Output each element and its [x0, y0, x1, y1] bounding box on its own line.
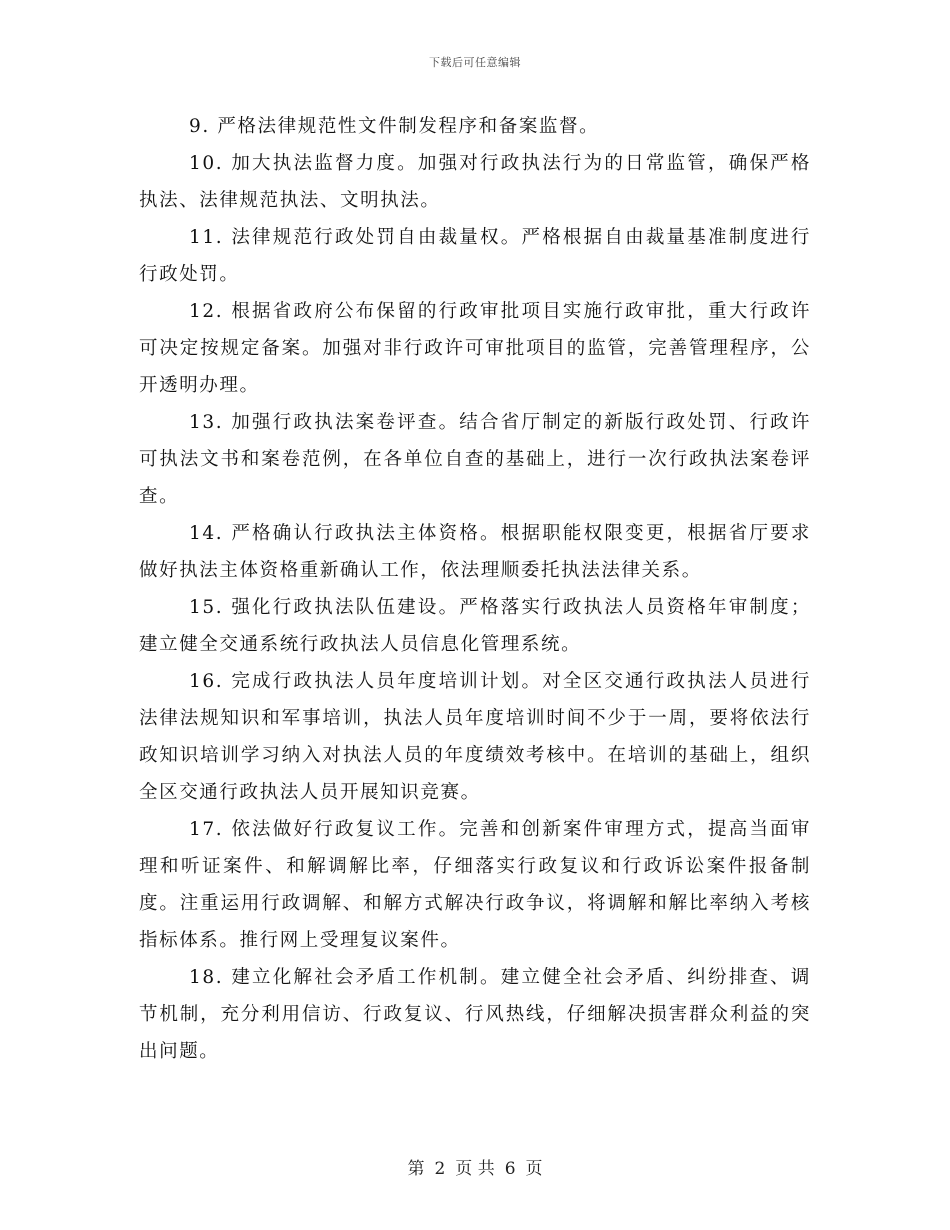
- document-body: [139, 108, 811, 1070]
- paragraph-item-16: 16. 完成行政执法人员年度培训计划。对全区交通行政执法人员进行法律法规知识和军事培训，执法人员年度培训时间不少于一周，要将依法行政知识培训学习纳入对执法人员的年度绩效考核中。在培训的基础上，组织全区交通行政执法人员开展知识竞赛。: [139, 671, 811, 803]
- paragraph-item-18: 18. 建立化解社会矛盾工作机制。建立健全社会矛盾、纠纷排查、调节机制，充分利用信访、行政复议、行风热线，仔细解决损害群众利益的突出问题。: [139, 967, 811, 1062]
- paragraph-item-17: 17. 依法做好行政复议工作。完善和创新案件审理方式，提高当面审理和听证案件、和解调解比率，仔细落实行政复议和行政诉讼案件报备制度。注重运用行政调解、和解方式解决行政争议，将调解和解比率纳入考核指标体系。推行网上受理复议案件。: [139, 819, 811, 951]
- paragraph-item-11: 11. 法律规范行政处罚自由裁量权。严格根据自由裁量基准制度进行行政处罚。: [139, 227, 811, 285]
- footer-suffix: 页: [525, 1159, 543, 1179]
- footer-middle: 页 共: [455, 1159, 495, 1179]
- paragraph-item-15: 15. 强化行政执法队伍建设。严格落实行政执法人员资格年审制度；建立健全交通系统行政执法人员信息化管理系统。: [139, 597, 811, 655]
- footer-current-page: 2: [434, 1159, 446, 1179]
- paragraph-item-12: 12. 根据省政府公布保留的行政审批项目实施行政审批，重大行政许可决定按规定备案。加强对非行政许可审批项目的监管，完善管理程序，公开透明办理。: [139, 301, 811, 396]
- footer-prefix: 第: [407, 1159, 425, 1179]
- page-header: 下载后可任意编辑: [429, 56, 521, 69]
- paragraph-item-10: 10. 加大执法监督力度。加强对行政执法行为的日常监管，确保严格执法、法律规范执法、文明执法。: [139, 153, 811, 211]
- footer-total-pages: 6: [504, 1159, 516, 1179]
- paragraph-item-14: 14. 严格确认行政执法主体资格。根据职能权限变更，根据省厅要求做好执法主体资格重新确认工作，依法理顺委托执法法律关系。: [139, 523, 811, 581]
- paragraph-item-9: 9. 严格法律规范性文件制发程序和备案监督。: [189, 116, 600, 137]
- paragraph-item-13: 13. 加强行政执法案卷评查。结合省厅制定的新版行政处罚、行政许可执法文书和案卷范例，在各单位自查的基础上，进行一次行政执法案卷评查。: [139, 412, 811, 507]
- page-number-footer: [0, 1154, 950, 1179]
